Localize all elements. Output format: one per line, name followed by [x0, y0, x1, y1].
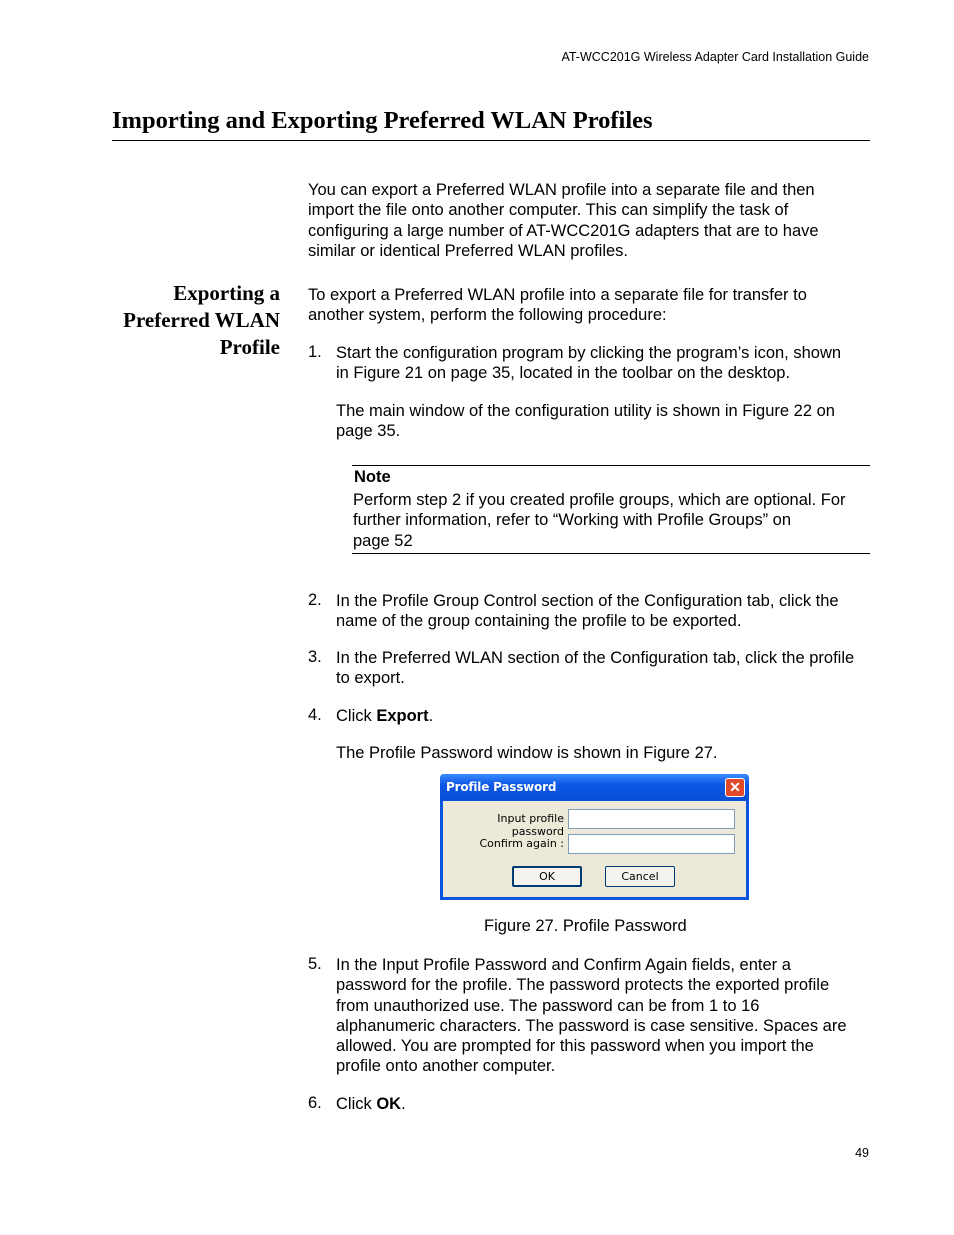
cancel-button[interactable]: Cancel	[605, 866, 675, 887]
confirm-password-field[interactable]	[568, 834, 735, 854]
step-6-text	[336, 1094, 406, 1114]
dialog-title: Profile Password	[446, 780, 557, 794]
step-number: 3.	[308, 648, 322, 666]
step-3-text	[336, 648, 854, 689]
step-line: name of the group containing the profile to be exported.	[336, 612, 742, 631]
step-6-prefix: Click	[336, 1095, 377, 1113]
step-line: from unauthorized use. The password can be from 1 to 16	[336, 996, 760, 1015]
step-4-followup: The Profile Password window is shown in Figure 27.	[336, 744, 718, 762]
step-number: 1.	[308, 343, 322, 361]
step-4-suffix: .	[428, 707, 434, 725]
dialog-titlebar[interactable]	[440, 774, 749, 801]
subsection-title-line: Preferred WLAN	[123, 308, 280, 332]
title-rule	[112, 140, 870, 141]
step-line: in Figure 21 on page 35, located in the toolbar on the desktop.	[336, 364, 791, 383]
note-title: Note	[354, 468, 391, 486]
step-line: alphanumeric characters. The password is case sensitive. Spaces are	[336, 1016, 847, 1035]
intro-line: You can export a Preferred WLAN profile into a separate file and then	[308, 181, 815, 199]
close-icon[interactable]: ✕	[725, 778, 745, 797]
subsection-title-line: Profile	[219, 335, 280, 359]
intro-line: similar or identical Preferred WLAN profiles.	[308, 241, 629, 260]
confirm-password-label: Confirm again :	[479, 837, 564, 850]
note-line: Perform step 2 if you created profile groups, which are optional. For	[353, 491, 846, 509]
step-line: In the Input Profile Password and Confirm Again fields, enter a	[336, 956, 791, 974]
step-line: In the Preferred WLAN section of the Configuration tab, click the profile	[336, 649, 855, 667]
running-header: AT-WCC201G Wireless Adapter Card Installation Guide	[561, 50, 869, 64]
input-password-label: Input profile password	[497, 812, 564, 838]
note-body	[353, 490, 846, 551]
step-line: to export.	[336, 669, 405, 688]
step-4-text	[336, 706, 433, 726]
step-line: In the Profile Group Control section of the Configuration tab, click the	[336, 592, 839, 610]
page-number: 49	[855, 1146, 869, 1160]
profile-password-dialog	[440, 774, 749, 900]
step-line: allowed. You are prompted for this password when you import the	[336, 1037, 814, 1056]
dialog-client-area	[443, 801, 746, 897]
step-number: 6.	[308, 1094, 322, 1112]
step-line: profile onto another computer.	[336, 1057, 556, 1076]
step-line: page 35.	[336, 422, 401, 441]
lead-paragraph	[308, 285, 807, 326]
note-bottom-rule	[352, 553, 870, 554]
export-keyword: Export	[376, 707, 429, 725]
step-6-suffix: .	[401, 1095, 406, 1113]
subsection-title-line: Exporting a	[173, 281, 280, 305]
section-title: Importing and Exporting Preferred WLAN Profiles	[112, 107, 653, 134]
step-line: Start the configuration program by clicking the program’s icon, shown	[336, 344, 842, 362]
ok-button[interactable]: OK	[512, 866, 582, 887]
lead-line: another system, perform the following procedure:	[308, 306, 667, 325]
note-line: page 52	[353, 531, 413, 550]
ok-keyword: OK	[376, 1095, 402, 1113]
subsection-title	[80, 280, 280, 361]
step-2-text	[336, 591, 839, 632]
note-top-rule	[352, 465, 870, 466]
step-number: 5.	[308, 955, 322, 973]
step-line: The main window of the configuration utility is shown in Figure 22 on	[336, 402, 835, 420]
step-1-followup	[336, 401, 835, 442]
intro-line: import the file onto another computer. This can simplify the task of	[308, 201, 789, 220]
step-5-text	[336, 955, 847, 1077]
step-1-text	[336, 343, 841, 384]
step-line: password for the profile. The password protects the exported profile	[336, 976, 830, 995]
figure-caption: Figure 27. Profile Password	[484, 917, 687, 935]
note-line: further information, refer to “Working with Profile Groups” on	[353, 511, 792, 530]
step-number: 2.	[308, 591, 322, 609]
step-number: 4.	[308, 706, 322, 724]
input-password-field[interactable]	[568, 809, 735, 829]
intro-line: configuring a large number of AT-WCC201G adapters that are to have	[308, 221, 819, 240]
lead-line: To export a Preferred WLAN profile into a separate file for transfer to	[308, 286, 807, 304]
intro-paragraph	[308, 180, 819, 261]
step-4-prefix: Click	[336, 707, 377, 725]
